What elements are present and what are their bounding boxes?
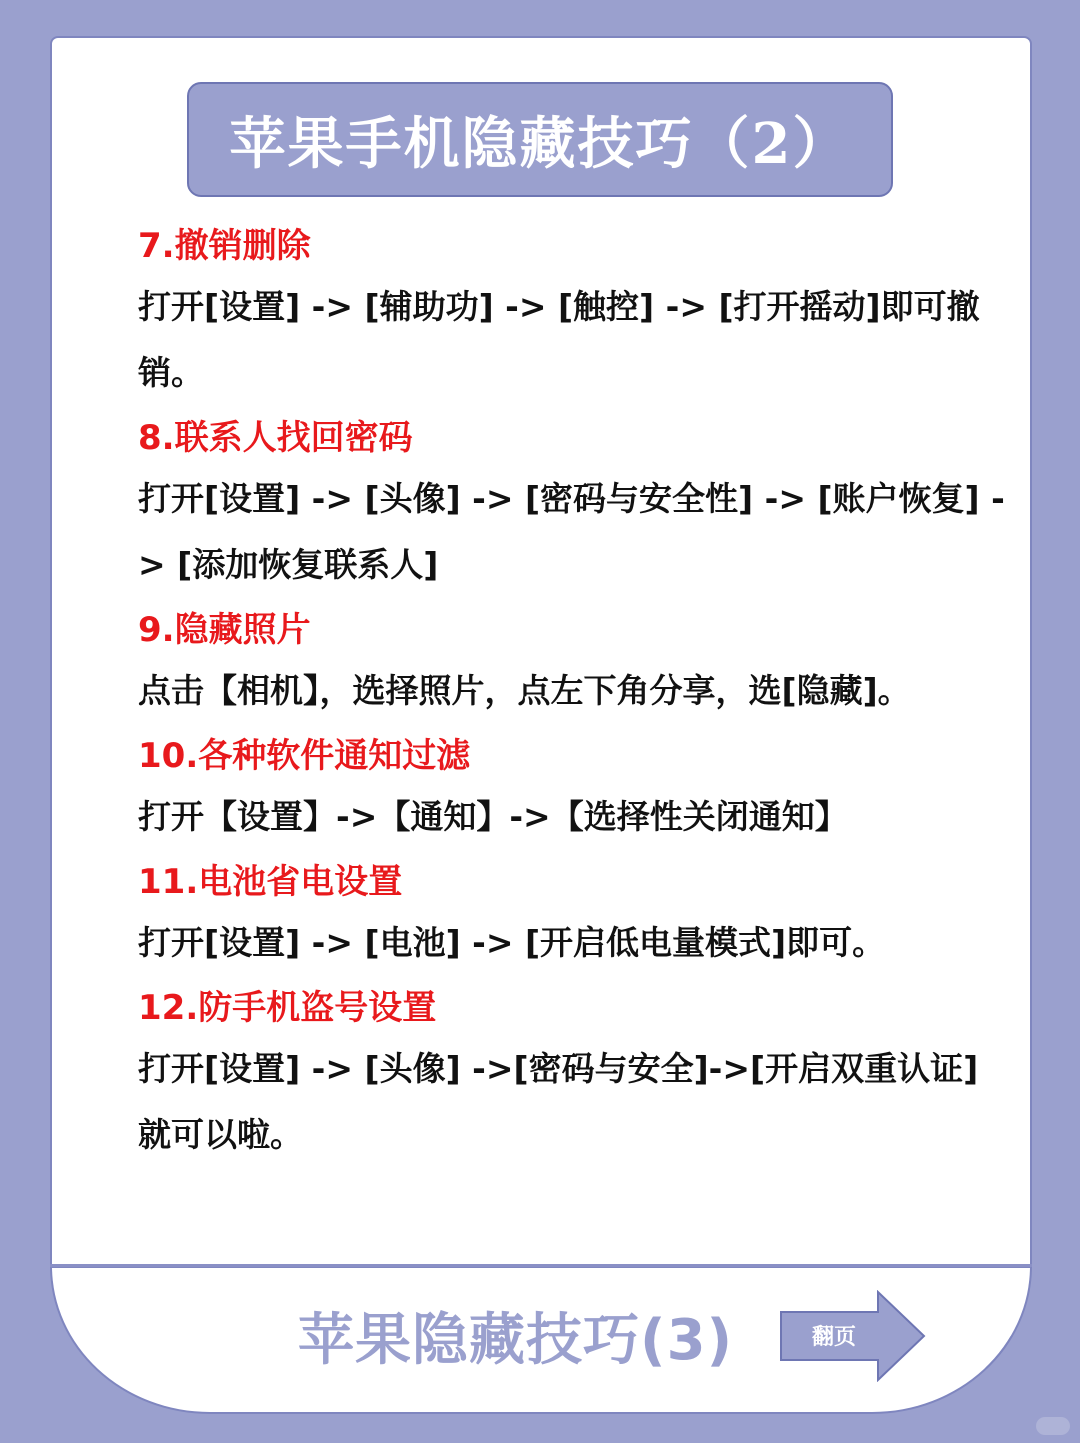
page-turn-label[interactable]: 翻页 — [812, 1325, 857, 1350]
tip-body: 打开[设置] -> [头像] -> [密码与安全性] -> [账户恢复] -> [添加恢复联系人] — [138, 479, 1005, 584]
next-page-title: 苹果隐藏技巧(3) — [298, 1308, 734, 1373]
title-banner — [187, 82, 893, 197]
tips-list — [138, 218, 1008, 1172]
tip-heading: 9.隐藏照片 — [138, 610, 311, 650]
tip-item — [138, 854, 1008, 976]
tip-body: 打开[设置] -> [头像] ->[密码与安全]->[开启双重认证]就可以啦。 — [138, 1049, 979, 1154]
tip-heading: 7.撤销删除 — [138, 226, 311, 266]
tip-item — [138, 980, 1008, 1168]
tip-item — [138, 218, 1008, 406]
tip-item — [138, 410, 1008, 598]
tip-heading: 8.联系人找回密码 — [138, 418, 413, 458]
tip-heading: 11.电池省电设置 — [138, 862, 403, 902]
footer-divider — [50, 1264, 1032, 1267]
tip-body: 打开【设置】->【通知】->【选择性关闭通知】 — [138, 797, 848, 836]
tip-heading: 10.各种软件通知过滤 — [138, 736, 471, 776]
page-title: 苹果手机隐藏技巧（2） — [229, 110, 851, 177]
tip-body: 打开[设置] -> [电池] -> [开启低电量模式]即可。 — [138, 923, 886, 962]
tip-heading: 12.防手机盗号设置 — [138, 988, 437, 1028]
tip-item — [138, 728, 1008, 850]
tip-body: 点击【相机】，选择照片，点左下角分享，选[隐藏]。 — [138, 671, 911, 710]
tip-item — [138, 602, 1008, 724]
tip-body: 打开[设置] -> [辅助功] -> [触控] -> [打开摇动]即可撤销。 — [138, 287, 980, 392]
watermark-badge — [1036, 1417, 1070, 1435]
